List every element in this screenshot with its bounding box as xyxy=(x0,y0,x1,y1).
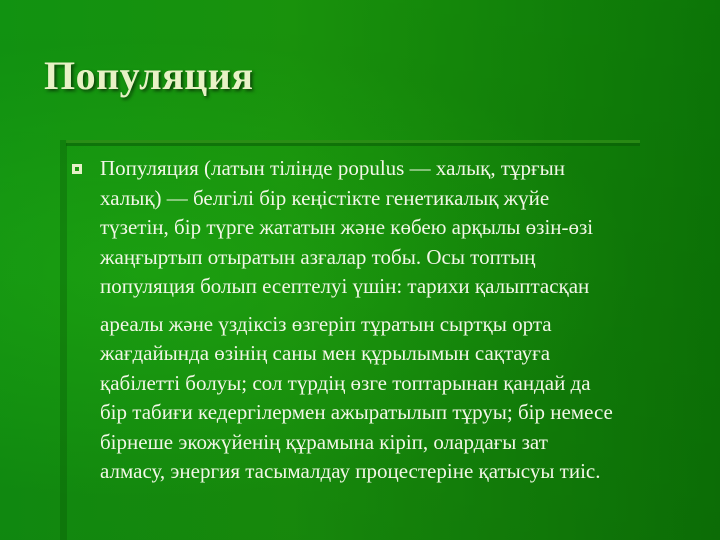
bullet-text-part-1: Популяция (латын тілінде populus — халық, тұрғын халық) — белгілі бір кеңістікте генетикалық жүйе түзетін, бір түрге жататын және көбею арқылы өзін-өзі жаңғыртып отыратын азғалар тобы. Осы топтың популяция болып есептелуі үшін: тарихи қалыптасқан xyxy=(100,156,594,298)
square-bullet-icon xyxy=(72,164,82,174)
paragraph-gap xyxy=(100,302,690,310)
slide-title: Популяция xyxy=(44,53,254,98)
content-frame-left xyxy=(60,140,67,540)
content-frame-top-highlight xyxy=(66,140,640,143)
bullet-text-part-2: ареалы және үздіксіз өзгеріп тұратын сыртқы орта жағдайында өзінің саны мен құрылымын сақтауға қабілетті болуы; сол түрдің өзге топтарынан қандай да бір табиғи кедергілермен ажыратылып тұруы; бір немесе бірнеше экожүйенің құрамына кіріп, олардағы зат алмасу, энергия тасымалдау процестеріне қатысуы тиіс. xyxy=(100,311,613,483)
bullet-text xyxy=(100,154,690,487)
